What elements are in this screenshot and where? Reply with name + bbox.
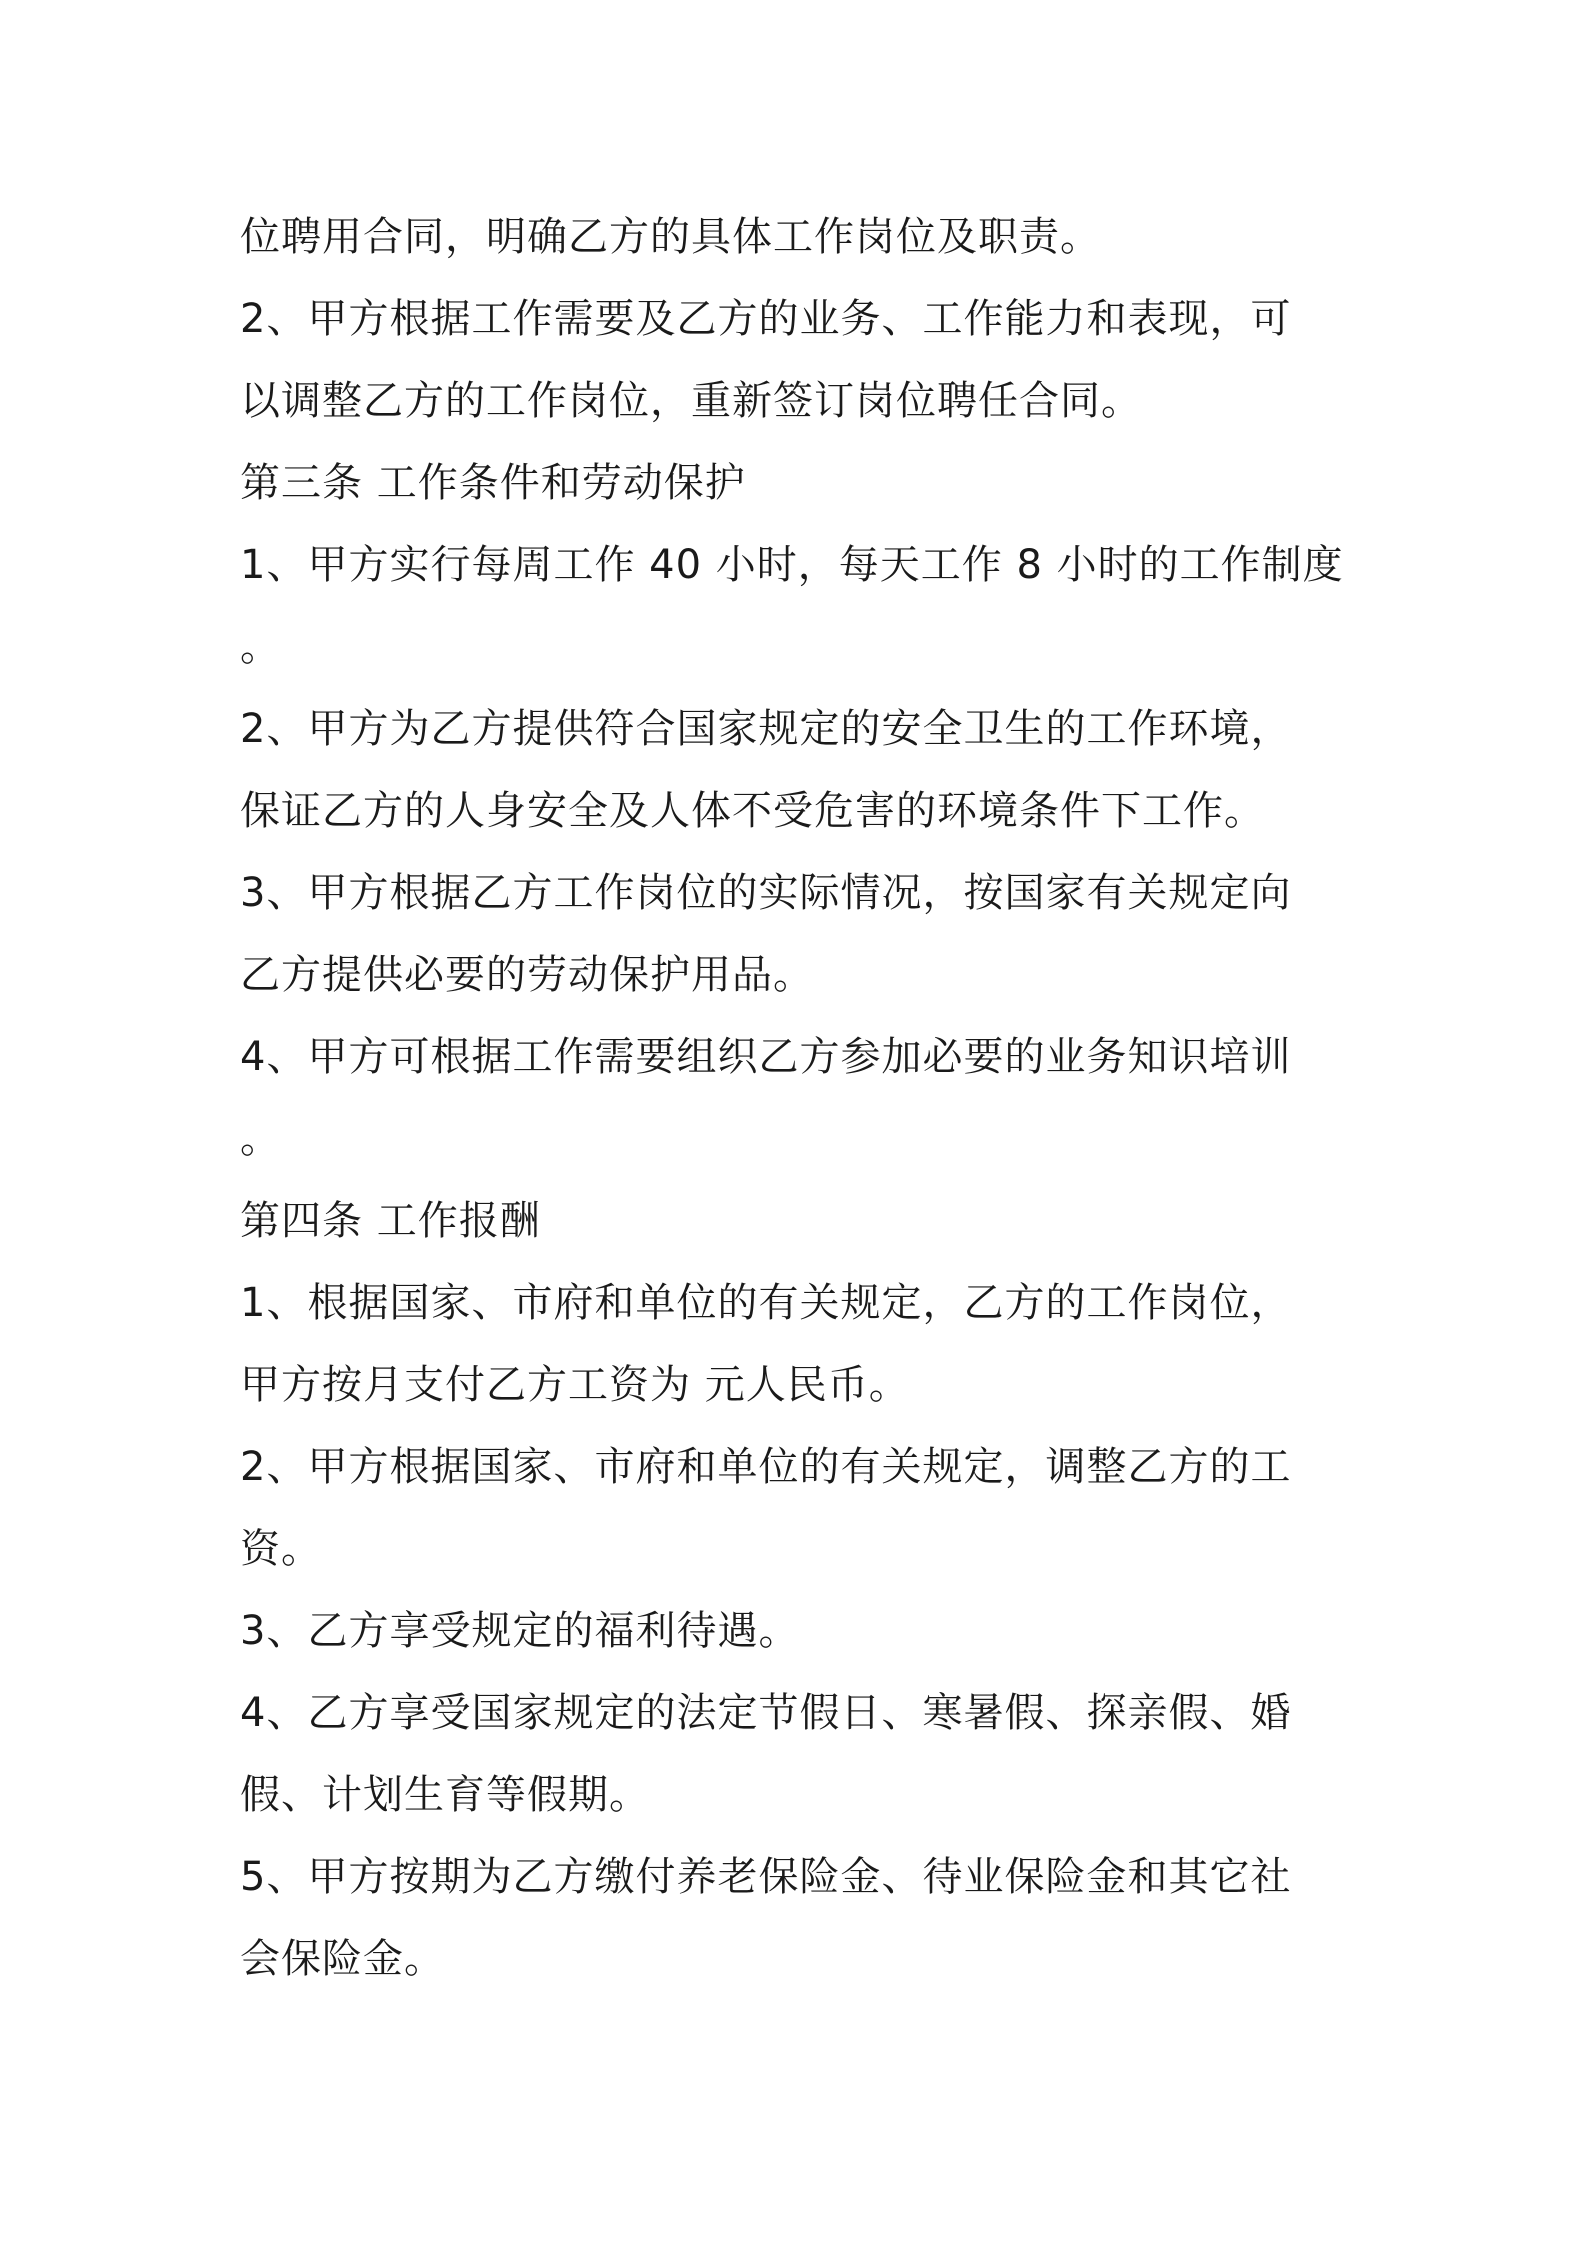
text-line: 2、甲方根据国家、市府和单位的有关规定，调整乙方的工 [240, 1444, 1292, 1490]
text-line: 1、甲方实行每周工作 40 小时，每天工作 8 小时的工作制度 [240, 542, 1344, 588]
section-heading: 第三条 工作条件和劳动保护 [240, 460, 746, 506]
text-line: 位聘用合同，明确乙方的具体工作岗位及职责。 [240, 214, 1101, 260]
text-line: 。 [240, 1116, 281, 1162]
text-line: 2、甲方根据工作需要及乙方的业务、工作能力和表现，可 [240, 296, 1292, 342]
section-heading: 第四条 工作报酬 [240, 1198, 541, 1244]
text-line: 会保险金。 [240, 1936, 445, 1982]
text-line: 3、甲方根据乙方工作岗位的实际情况，按国家有关规定向 [240, 870, 1292, 916]
text-line: 资。 [240, 1526, 322, 1572]
text-line: 。 [240, 624, 281, 670]
text-line: 假、计划生育等假期。 [240, 1772, 650, 1818]
text-line: 乙方提供必要的劳动保护用品。 [240, 952, 814, 998]
text-line: 2、甲方为乙方提供符合国家规定的安全卫生的工作环境， [240, 706, 1292, 752]
text-line: 以调整乙方的工作岗位，重新签订岗位聘任合同。 [240, 378, 1142, 424]
text-line: 4、乙方享受国家规定的法定节假日、寒暑假、探亲假、婚 [240, 1690, 1292, 1736]
text-line: 1、根据国家、市府和单位的有关规定，乙方的工作岗位， [240, 1280, 1292, 1326]
text-line: 3、乙方享受规定的福利待遇。 [240, 1608, 800, 1654]
document-body [240, 196, 1360, 2000]
text-line: 甲方按月支付乙方工资为 元人民币。 [240, 1362, 910, 1408]
text-line: 保证乙方的人身安全及人体不受危害的环境条件下工作。 [240, 788, 1265, 834]
text-line: 5、甲方按期为乙方缴付养老保险金、待业保险金和其它社 [240, 1854, 1292, 1900]
text-line: 4、甲方可根据工作需要组织乙方参加必要的业务知识培训 [240, 1034, 1292, 1080]
